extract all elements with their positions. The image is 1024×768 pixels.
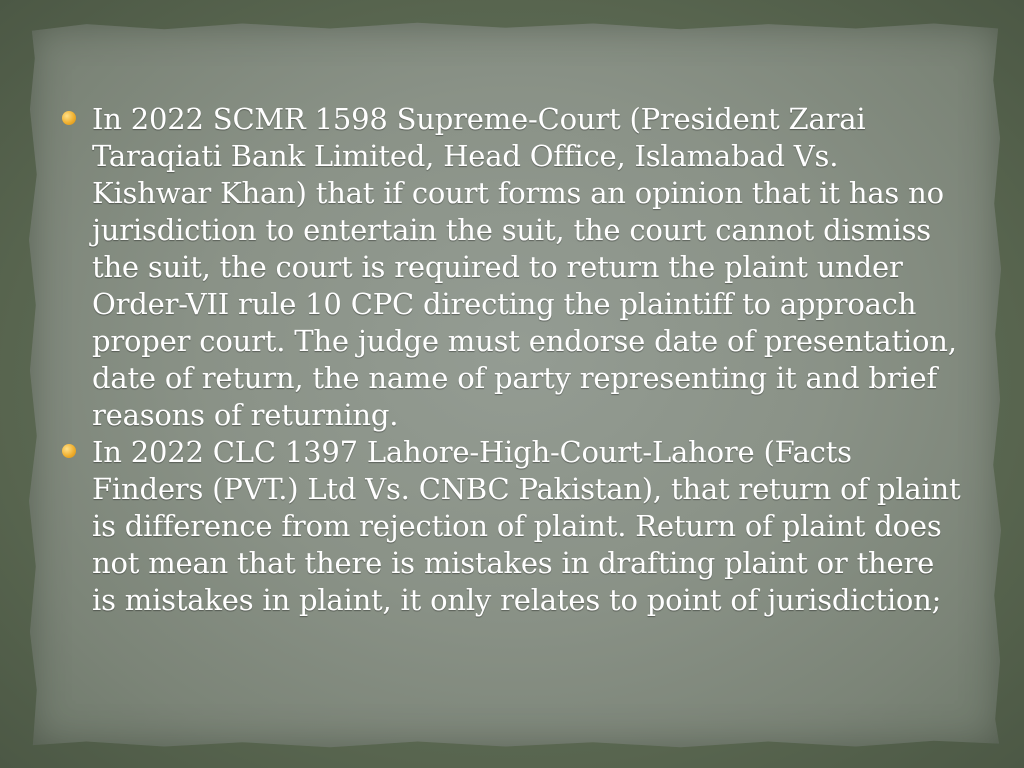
bullet-list — [62, 101, 962, 619]
list-item — [62, 101, 962, 434]
bullet-dot-icon — [62, 444, 76, 458]
list-item — [62, 434, 962, 619]
bullet-dot-icon — [62, 111, 76, 125]
bullet-text: In 2022 CLC 1397 Lahore-High-Court-Lahore (Facts Finders (PVT.) Ltd Vs. CNBC Pakistan), that return of plaint is difference from rejection of plaint. Return of plaint does not mean that there is mistakes in drafting plaint or there is mistakes in plaint, it only relates to point of jurisdiction; — [92, 435, 961, 617]
bullet-text: In 2022 SCMR 1598 Supreme-Court (President Zarai Taraqiati Bank Limited, Head Office, Islamabad Vs. Kishwar Khan) that if court forms an opinion that it has no jurisdiction to entertain the suit, the court cannot dismiss the suit, the court is required to return the plaint under Order-VII rule 10 CPC directing the plaintiff to approach proper court. The judge must endorse date of presentation, date of return, the name of party representing it and brief reasons of returning. — [92, 102, 957, 432]
